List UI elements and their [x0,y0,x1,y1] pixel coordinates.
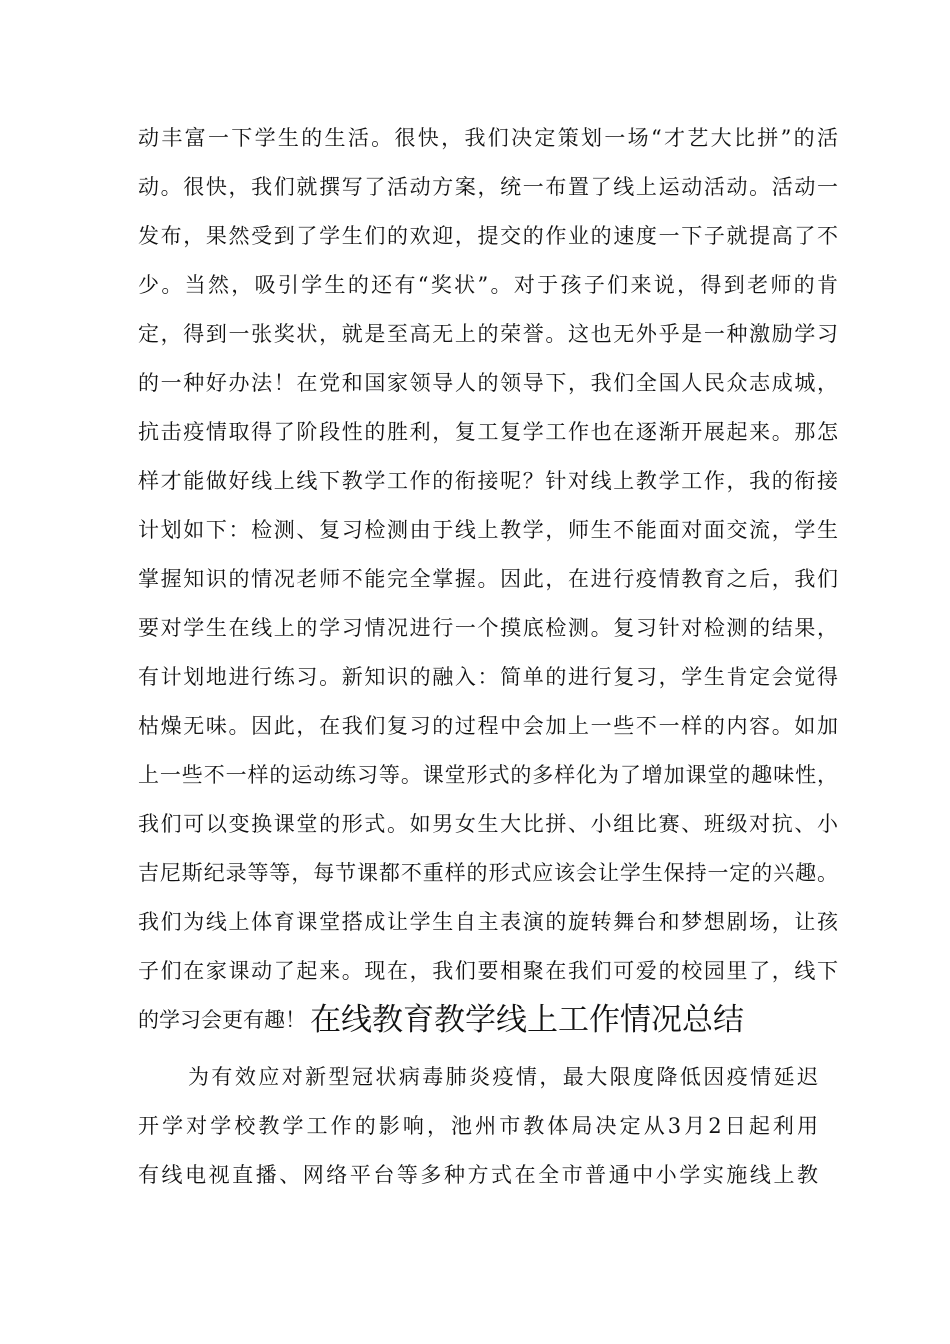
text-line-2: 动。很快，我们就撰写了活动方案，统一布置了线上运动活动。活动一 [138,175,838,199]
text-line-4: 少。当然，吸引学生的还有“奖状”。对于孩子们来说，得到老师的肯 [138,273,838,297]
text-line-3: 发布，果然受到了学生们的欢迎，提交的作业的速度一下子就提高了不 [138,224,838,248]
text-line-15: 我们可以变换课堂的形式。如男女生大比拼、小组比赛、班级对抗、小 [138,812,838,836]
paragraph2-line-1: 为有效应对新型冠状病毒肺炎疫情，最大限度降低因疫情延迟 [188,1065,818,1089]
section-title: 在线教育教学线上工作情况总结 [310,1002,744,1038]
text-line-18: 子们在家课动了起来。现在，我们要相聚在我们可爱的校园里了，线下 [138,959,838,983]
text-line-19 [138,1002,838,1038]
text-line-14: 上一些不一样的运动练习等。课堂形式的多样化为了增加课堂的趣味性， [138,763,838,787]
text-line-6: 的一种好办法！在党和国家领导人的领导下，我们全国人民众志成城， [138,371,838,395]
text-line-17: 我们为线上体育课堂搭成让学生自主表演的旋转舞台和梦想剧场，让孩 [138,910,838,934]
text-line-12: 有计划地进行练习。新知识的融入：简单的进行复习，学生肯定会觉得 [138,665,838,689]
text-line-9: 计划如下：检测、复习检测由于线上教学，师生不能面对面交流，学生 [138,518,838,542]
text-line-13: 枯燥无味。因此，在我们复习的过程中会加上一些不一样的内容。如加 [138,714,838,738]
paragraph2-line-3: 有线电视直播、网络平台等多种方式在全市普通中小学实施线上教 [138,1163,818,1187]
text-line-5: 定，得到一张奖状，就是至高无上的荣誉。这也无外乎是一种激励学习 [138,322,838,346]
paragraph-ending-text: 的学习会更有趣！ [138,1008,306,1032]
text-line-1: 动丰富一下学生的生活。很快，我们决定策划一场“才艺大比拼”的活 [138,126,838,150]
text-line-11: 要对学生在线上的学习情况进行一个摸底检测。复习针对检测的结果， [138,616,838,640]
text-line-10: 掌握知识的情况老师不能完全掌握。因此，在进行疫情教育之后，我们 [138,567,838,591]
paragraph2-line-2: 开学对学校教学工作的影响，池州市教体局决定从3月2日起利用 [138,1114,818,1138]
text-line-7: 抗击疫情取得了阶段性的胜利，复工复学工作也在逐渐开展起来。那怎 [138,420,838,444]
text-line-8: 样才能做好线上线下教学工作的衔接呢？针对线上教学工作，我的衔接 [138,469,838,493]
text-line-16: 吉尼斯纪录等等，每节课都不重样的形式应该会让学生保持一定的兴趣。 [138,861,838,885]
